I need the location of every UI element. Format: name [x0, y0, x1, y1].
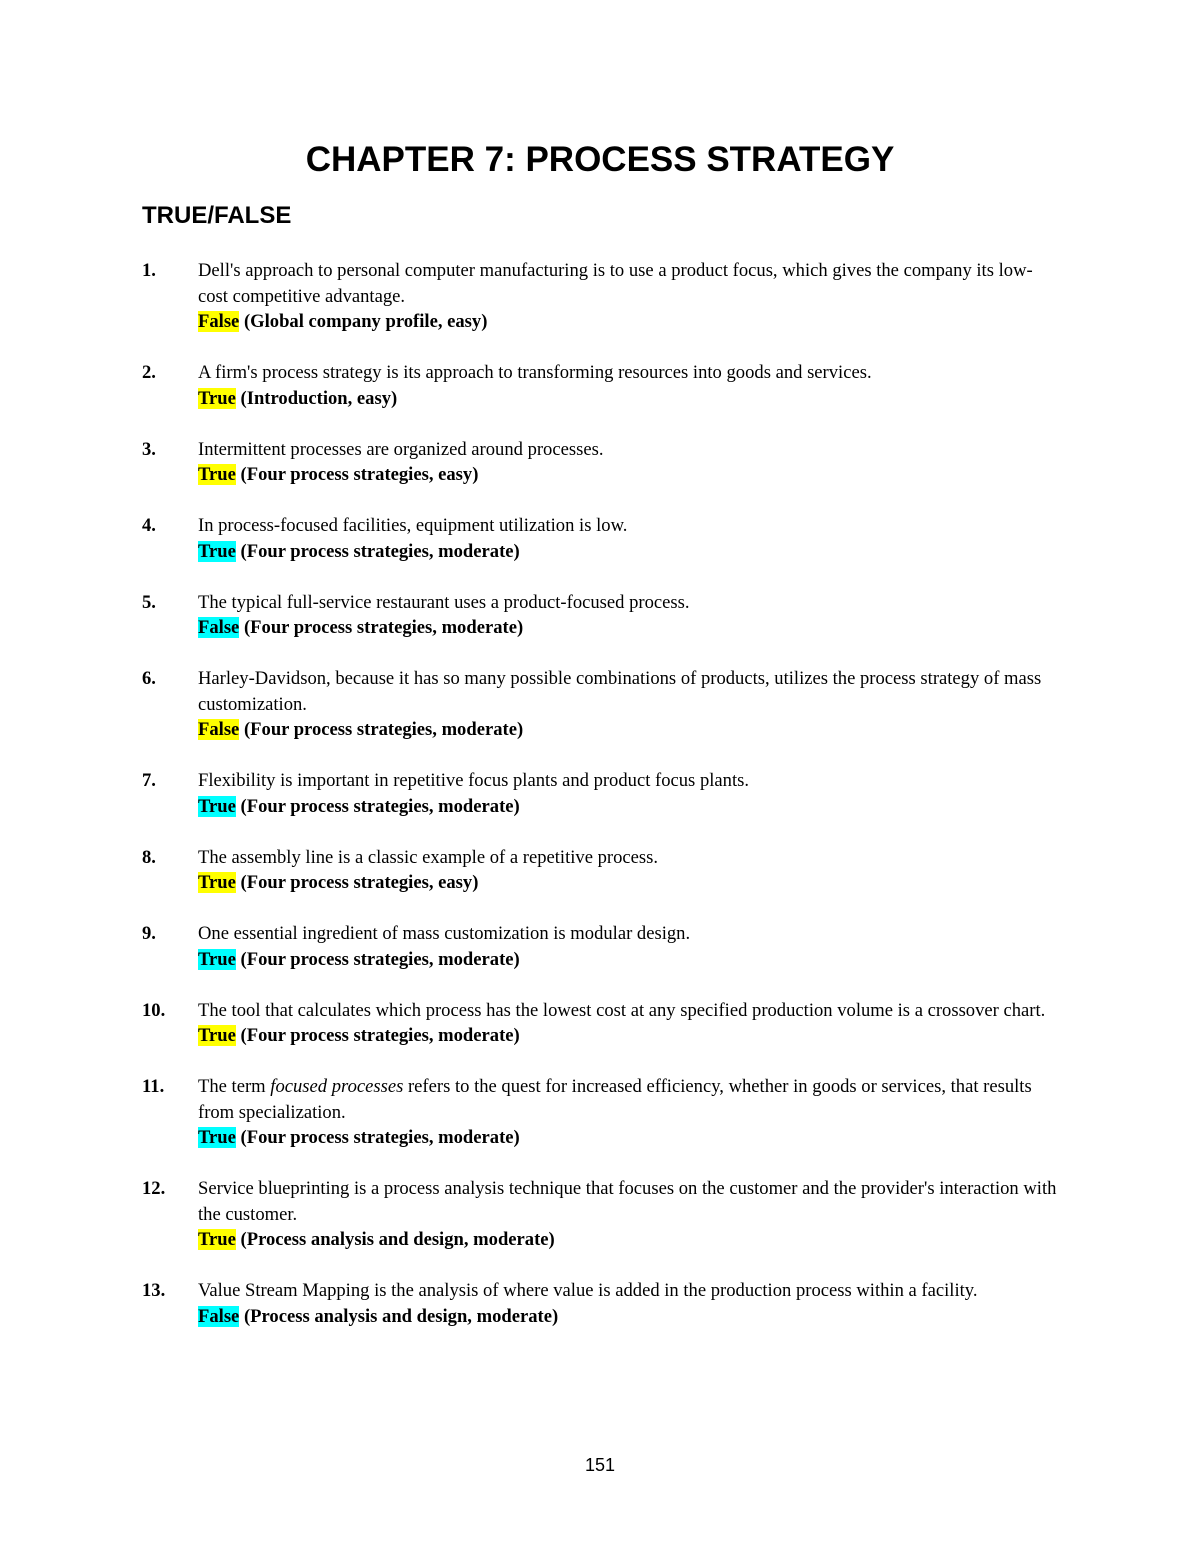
- question-item: [142, 437, 1062, 488]
- question-number: 5.: [142, 591, 156, 613]
- question-number: 6.: [142, 668, 156, 689]
- question-text: In process-focused facilities, equipment utilization is low.: [198, 515, 628, 536]
- answer-highlight: False: [198, 719, 240, 740]
- question-text: Intermittent processes are organized around processes.: [198, 438, 604, 460]
- question-item: [142, 1074, 1062, 1151]
- question-number: 13.: [142, 1280, 166, 1301]
- answer-highlight: True: [198, 795, 236, 817]
- question-text-end: refers to the quest for increased efficiency, whether in goods or services, that results from specialization.: [198, 1076, 1032, 1123]
- answer-highlight: True: [198, 464, 236, 485]
- question-item: [142, 1278, 1062, 1329]
- question-text: One essential ingredient of mass customization is modular design.: [198, 923, 691, 944]
- answer-reference: (Four process strategies, easy): [240, 872, 479, 893]
- answer-reference: (Global company profile, easy): [243, 311, 488, 332]
- question-text: Flexibility is important in repetitive focus plants and product focus plants.: [198, 770, 750, 791]
- question-number: 10.: [142, 999, 166, 1021]
- answer-line: [198, 1304, 1062, 1330]
- question-item: [142, 768, 1062, 819]
- question-list: [142, 258, 1062, 1355]
- answer-line: [198, 539, 1062, 565]
- question-number: 8.: [142, 846, 156, 868]
- answer-reference: (Process analysis and design, moderate): [243, 1305, 559, 1327]
- question-number: 7.: [142, 770, 156, 791]
- answer-reference: (Four process strategies, moderate): [240, 540, 520, 562]
- question-item: [142, 666, 1062, 743]
- answer-highlight: False: [198, 1305, 240, 1327]
- answer-line: [198, 870, 1062, 896]
- answer-reference: (Four process strategies, moderate): [240, 948, 520, 970]
- question-text: The tool that calculates which process has the lowest cost at any specified production volume is a crossover chart.: [198, 999, 1046, 1021]
- answer-line: [198, 717, 1062, 743]
- question-text: Harley-Davidson, because it has so many possible combinations of products, utilizes the process strategy of mass customization.: [198, 668, 1042, 715]
- answer-highlight: True: [198, 1229, 236, 1250]
- answer-reference: (Four process strategies, moderate): [240, 795, 520, 817]
- question-number: 12.: [142, 1178, 166, 1199]
- answer-highlight: True: [198, 387, 236, 409]
- answer-line: [198, 1125, 1062, 1151]
- page-number: 151: [584, 1455, 616, 1475]
- answer-line: [198, 1023, 1062, 1049]
- answer-reference: (Introduction, easy): [240, 387, 398, 409]
- answer-highlight: True: [198, 540, 236, 562]
- answer-line: [198, 309, 1062, 335]
- answer-reference: (Four process strategies, moderate): [240, 1025, 520, 1046]
- answer-line: [198, 794, 1062, 820]
- question-number: 3.: [142, 438, 156, 460]
- question-text: Dell's approach to personal computer manufacturing is to use a product focus, which gives the company its low-cost competitive advantage.: [198, 260, 1033, 307]
- answer-highlight: True: [198, 1127, 236, 1148]
- question-text-start: The term: [198, 1076, 271, 1097]
- question-number: 11.: [142, 1076, 165, 1097]
- question-text: The typical full-service restaurant uses a product-focused process.: [198, 591, 690, 613]
- question-item: [142, 590, 1062, 641]
- answer-highlight: False: [198, 311, 240, 332]
- question-text: The assembly line is a classic example of a repetitive process.: [198, 846, 659, 868]
- answer-line: [198, 386, 1062, 412]
- answer-reference: (Four process strategies, moderate): [243, 617, 524, 638]
- question-item: [142, 998, 1062, 1049]
- answer-highlight: False: [198, 617, 240, 638]
- answer-highlight: True: [198, 948, 236, 970]
- question-item: [142, 258, 1062, 335]
- question-text-emphasis: focused processes: [270, 1076, 404, 1097]
- answer-line: [198, 462, 1062, 488]
- question-number: 9.: [142, 923, 156, 944]
- answer-reference: (Process analysis and design, moderate): [240, 1229, 555, 1250]
- question-number: 4.: [142, 515, 156, 536]
- question-text: [198, 1074, 1062, 1125]
- question-item: [142, 1176, 1062, 1253]
- question-item: [142, 921, 1062, 972]
- chapter-title: CHAPTER 7: PROCESS STRATEGY: [305, 140, 895, 179]
- question-item: [142, 513, 1062, 564]
- answer-line: [198, 1227, 1062, 1253]
- section-heading: TRUE/FALSE: [142, 202, 292, 229]
- question-item: [142, 845, 1062, 896]
- answer-reference: (Four process strategies, easy): [240, 464, 479, 485]
- answer-line: [198, 947, 1062, 973]
- question-text: Value Stream Mapping is the analysis of where value is added in the production process within a facility.: [198, 1280, 978, 1301]
- answer-reference: (Four process strategies, moderate): [243, 719, 524, 740]
- question-item: [142, 360, 1062, 411]
- question-number: 1.: [142, 260, 156, 281]
- question-number: 2.: [142, 362, 156, 383]
- question-text: A firm's process strategy is its approach to transforming resources into goods and services.: [198, 362, 872, 383]
- question-text: Service blueprinting is a process analysis technique that focuses on the customer and the provider's interaction with the customer.: [198, 1178, 1057, 1225]
- answer-line: [198, 615, 1062, 641]
- answer-highlight: True: [198, 872, 236, 893]
- answer-highlight: True: [198, 1025, 236, 1046]
- answer-reference: (Four process strategies, moderate): [240, 1127, 520, 1148]
